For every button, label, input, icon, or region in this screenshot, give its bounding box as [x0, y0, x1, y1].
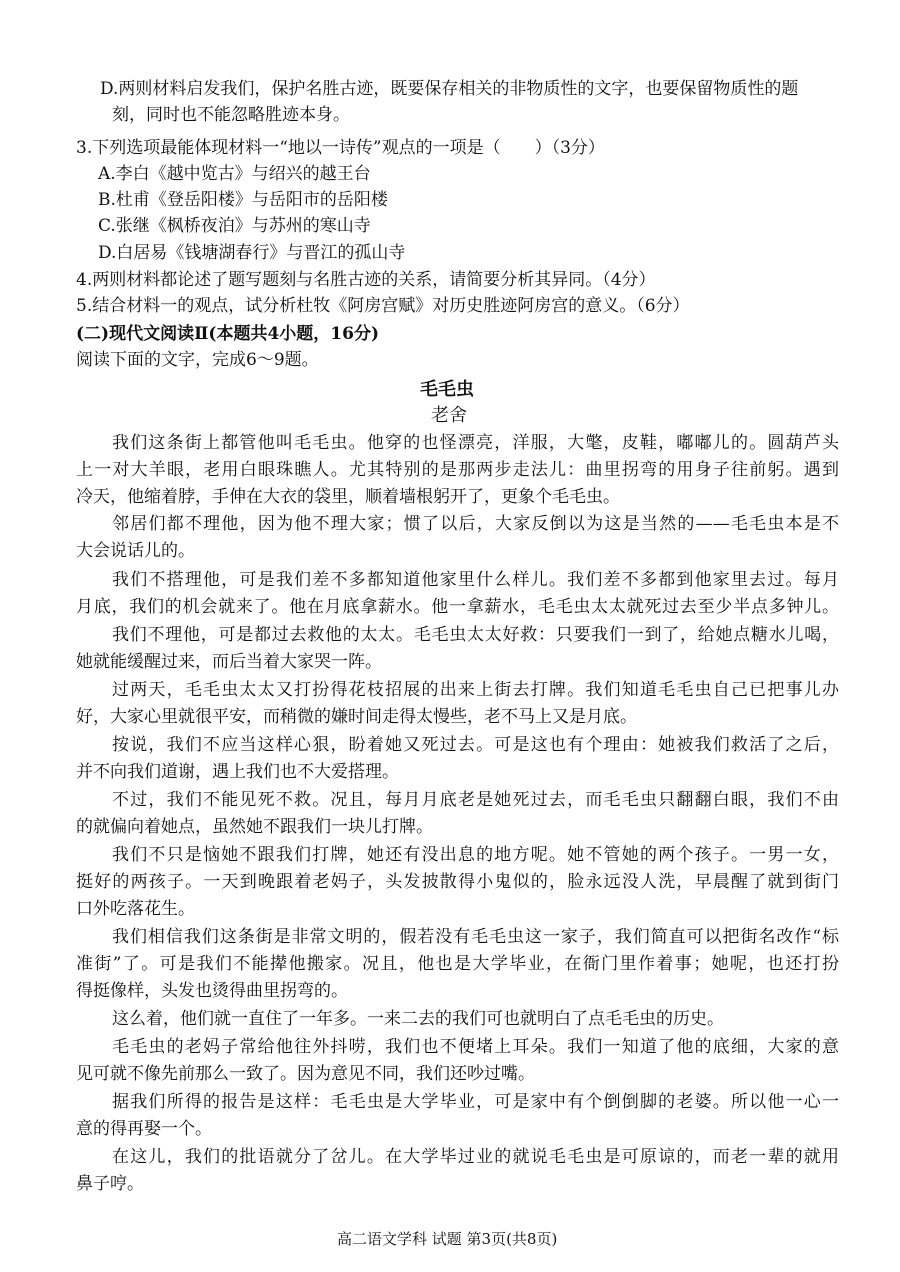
article-line: 过两天，毛毛虫太太又打扮得花枝招展的出来上街去打牌。我们知道毛毛虫自己已把事儿办 — [112, 680, 839, 700]
article-line: 我们这条街上都管他叫毛毛虫。他穿的也怪漂亮，洋服，大氅，皮鞋，嘟嘟儿的。圆葫芦头 — [112, 433, 839, 453]
article-line: 在这儿，我们的批语就分了岔儿。在大学毕过业的就说毛毛虫是可原谅的，而老一辈的就用 — [112, 1147, 839, 1167]
q4: 4.两则材料都论述了题写题刻与名胜古迹的关系，请简要分析其异同。（4分） — [76, 270, 656, 290]
section-instruction: 阅读下面的文字，完成6～9题。 — [76, 350, 319, 370]
article-line: 这么着，他们就一直住了一年多。一来二去的我们可也就明白了点毛毛虫的历史。 — [112, 1009, 724, 1029]
article-author: 老舍 — [431, 405, 467, 426]
article-line: 鼻子哼。 — [76, 1174, 144, 1194]
q3-option-a: A.李白《越中览古》与绍兴的越王台 — [98, 164, 371, 184]
article-line: 我们不搭理他，可是我们差不多都知道他家里什么样儿。我们差不多都到他家里去过。每月 — [112, 570, 839, 590]
article-line: 我们不只是恼她不跟我们打牌，她还有没出息的地方呢。她不管她的两个孩子。一男一女， — [112, 845, 839, 865]
article-line: 见可就不像先前那么一致了。因为意见不同，我们还吵过嘴。 — [76, 1064, 535, 1084]
article-line: 她就能缓醒过来，而后当着大家哭一阵。 — [76, 652, 382, 672]
article-line: 邻居们都不理他，因为他不理大家；惯了以后，大家反倒以为这是当然的——毛毛虫本是不 — [112, 514, 839, 534]
q2-option-d-line2: 刻，同时也不能忽略胜迹本身。 — [112, 105, 350, 125]
article-line: 上一对大羊眼，老用白眼珠瞧人。尤其特别的是那两步走法儿：曲里拐弯的用身子往前躬。遇到 — [76, 460, 839, 480]
q3-stem: 3.下列选项最能体现材料一“地以一诗传”观点的一项是（ ）（3分） — [76, 138, 605, 158]
article-line: 大会说话儿的。 — [76, 541, 195, 561]
article-line: 毛毛虫的老妈子常给他往外抖唠，我们也不便堵上耳朵。我们一知道了他的底细，大家的意 — [112, 1037, 839, 1057]
article-line: 口外吃落花生。 — [76, 899, 195, 919]
article-line: 准街”了。可是我们不能撵他搬家。况且，他也是大学毕业，在衙门里作着事；她呢，也还打扮 — [76, 954, 839, 974]
article-line: 我们相信我们这条街是非常文明的，假若没有毛毛虫这一家子，我们简直可以把街名改作“标 — [112, 927, 839, 947]
section-heading: (二)现代文阅读Ⅱ(本题共4小题，16分) — [76, 324, 379, 344]
article-line: 据我们所得的报告是这样：毛毛虫是大学毕业，可是家中有个倒倒脚的老婆。所以他一心一 — [112, 1092, 839, 1112]
article-line: 挺好的两孩子。一天到晚跟着老妈子，头发披散得小鬼似的，脸永远没人洗，早晨醒了就到街门 — [76, 872, 839, 892]
article-title: 毛毛虫 — [420, 379, 474, 400]
article-line: 并不向我们道谢，遇上我们也不大爱搭理。 — [76, 762, 399, 782]
q3-option-d: D.白居易《钱塘湖春行》与晋江的孤山寺 — [98, 243, 406, 263]
article-line: 按说，我们不应当这样心狠，盼着她又死过去。可是这也有个理由：她被我们救活了之后， — [112, 735, 839, 755]
q5: 5.结合材料一的观点，试分析杜牧《阿房宫赋》对历史胜迹阿房宫的意义。（6分） — [76, 296, 690, 316]
article-line: 意的得再娶一个。 — [76, 1119, 212, 1139]
q2-option-d-line1: D.两则材料启发我们，保护名胜古迹，既要保存相关的非物质性的文字，也要保留物质性的题 — [100, 79, 799, 99]
q3-option-c: C.张继《枫桥夜泊》与苏州的寒山寺 — [98, 216, 371, 236]
article-line: 的就偏向着她点，虽然她不跟我们一块儿打牌。 — [76, 817, 433, 837]
article-line: 月底，我们的机会就来了。他在月底拿薪水。他一拿薪水，毛毛虫太太就死过去至少半点多钟儿。 — [76, 597, 839, 617]
article-line: 冷天，他缩着脖，手伸在大衣的袋里，顺着墙根躬开了，更象个毛毛虫。 — [76, 487, 620, 507]
q3-option-b: B.杜甫《登岳阳楼》与岳阳市的岳阳楼 — [98, 190, 388, 210]
article-line: 得挺像样，头发也烫得曲里拐弯的。 — [76, 981, 348, 1001]
article-line: 我们不理他，可是都过去救他的太太。毛毛虫太太好救：只要我们一到了，给她点糖水儿喝， — [112, 625, 839, 645]
page-footer: 高二语文学科 试题 第3页(共8页) — [337, 1230, 558, 1248]
article-line: 好，大家心里就很平安，而稍微的嫌时间走得太慢些，老不马上又是月底。 — [76, 707, 637, 727]
article-line: 不过，我们不能见死不救。况且，每月月底老是她死过去，而毛毛虫只翻翻白眼，我们不由 — [112, 790, 839, 810]
